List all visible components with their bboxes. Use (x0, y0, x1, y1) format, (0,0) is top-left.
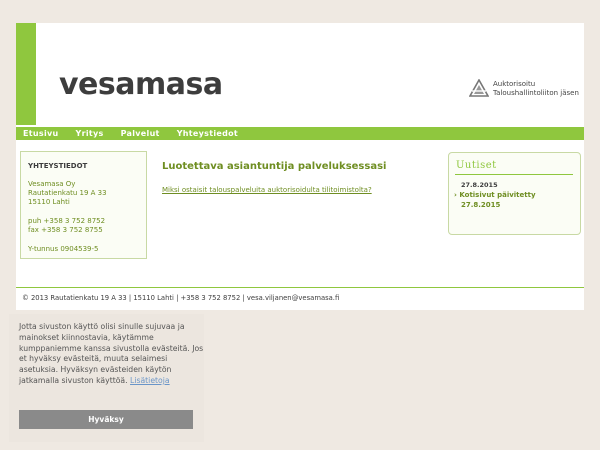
main-heading: Luotettava asiantuntija palveluksessasi (162, 161, 387, 172)
nav-item-yhteystiedot[interactable]: Yhteystiedot (176, 129, 239, 138)
news-date: 27.8.2015 (461, 181, 498, 189)
main-article-link[interactable]: Miksi ostaisit talouspalveluita auktorisoidulta tilitoimistolta? (162, 186, 372, 194)
cookie-accept-button[interactable]: Hyväksy (19, 410, 193, 429)
contact-phone: puh +358 3 752 8752 (28, 217, 106, 225)
news-divider (455, 174, 573, 175)
cookie-message-text: Jotta sivuston käyttö olisi sinulle sujuvaa ja mainokset kiinnostavia, käytämme kumppaniemme kanssa sivustolla evästeitä. Jos et hyväksy evästeitä, muuta selaimesi asetuksia. Hyväksyn evästeiden käytön jatkamalla sivuston käyttöä. (19, 322, 204, 385)
site-logo[interactable]: vesamasa (59, 67, 223, 102)
cookie-consent-banner (9, 314, 204, 442)
news-panel (448, 152, 581, 235)
news-item-link[interactable] (454, 190, 536, 210)
cookie-message (19, 322, 204, 387)
contact-business-id: Y-tunnus 0904539-5 (28, 245, 99, 253)
nav-item-etusivu[interactable]: Etusivu (23, 129, 59, 138)
news-item-line-1: Kotisivut päivitetty (459, 191, 536, 199)
news-title: Uutiset (456, 160, 497, 171)
badge-line-2: Taloushallintoliiton jäsen (493, 89, 579, 97)
contact-company: Vesamasa Oy (28, 180, 76, 188)
header-accent-bar (16, 23, 36, 125)
contact-street: Rautatienkatu 19 A 33 (28, 189, 107, 197)
footer-text: © 2013 Rautatienkatu 19 A 33 | 15110 Lahti | +358 3 752 8752 | vesa.viljanen@vesamasa.fi (22, 294, 340, 302)
contact-panel (20, 151, 147, 259)
footer-divider (16, 287, 584, 288)
membership-badge[interactable] (469, 77, 584, 101)
contact-title: YHTEYSTIEDOT (28, 162, 88, 170)
badge-line-1: Auktorisoitu (493, 80, 536, 88)
nav-item-yritys[interactable]: Yritys (75, 129, 104, 138)
nav-item-palvelut[interactable]: Palvelut (120, 129, 160, 138)
main-nav (16, 127, 584, 140)
contact-city: 15110 Lahti (28, 198, 70, 206)
news-item-line-2: 27.8.2015 (461, 201, 501, 209)
badge-text (493, 80, 579, 98)
page-container (16, 23, 584, 310)
bullet-icon: › (454, 191, 457, 199)
taloushallintoliitto-logo-icon (469, 79, 489, 97)
cookie-more-info-link[interactable]: Lisätietoja (130, 375, 170, 385)
site-header (16, 23, 584, 125)
contact-fax: fax +358 3 752 8755 (28, 226, 103, 234)
